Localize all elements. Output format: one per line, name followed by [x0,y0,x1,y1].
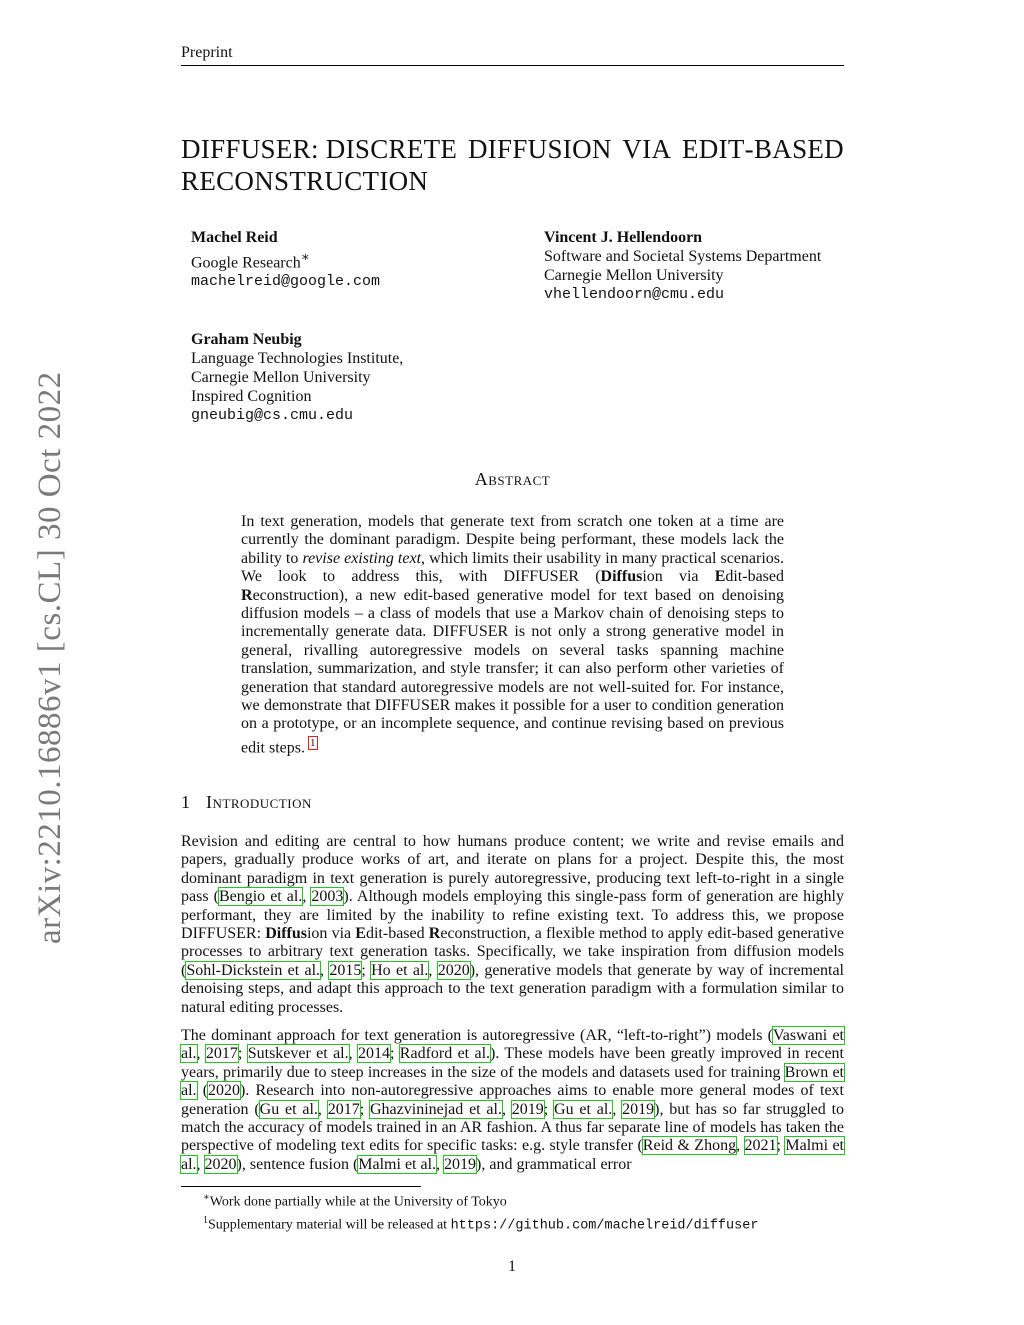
title-line-1: DIFFUSER: DISCRETE DIFFUSION VIA EDIT-BASED [181,134,844,164]
citation-link[interactable]: Vaswani et al. [181,1027,845,1063]
citation-link[interactable]: 2017 [205,1045,238,1063]
citation-link[interactable]: Gu et al. [259,1100,318,1118]
citation-link[interactable]: Malmi et al. [181,1137,845,1173]
abstract-heading: Abstract [474,469,551,489]
citation-link[interactable]: 2015 [329,961,362,979]
author-email: machelreid@google.com [191,273,381,291]
citation-link[interactable]: Reid & Zhong [642,1137,737,1155]
citation-link[interactable]: 2020 [208,1082,241,1100]
running-header: Preprint [181,44,233,61]
section-heading [181,792,312,813]
citation-link[interactable]: 2020 [204,1155,237,1173]
citation-link[interactable]: Brown et al. [181,1063,844,1100]
author-hellendoorn [544,228,821,304]
author-affiliation: Language Technologies Institute, [191,350,404,367]
footnote-rule [181,1186,421,1187]
citation-link[interactable]: 2017 [327,1100,360,1118]
github-link[interactable]: https://github.com/machelreid/diffuser [450,1218,759,1234]
author-affiliation: Carnegie Mellon University [544,267,724,284]
author-affiliation: Inspired Cognition [191,388,312,405]
citation-link[interactable]: Malmi et al. [358,1155,437,1173]
paper-title [181,133,844,197]
citation-link[interactable]: Sutskever et al. [247,1045,349,1063]
citation-link[interactable]: 2020 [437,961,470,979]
citation-link[interactable]: 2019 [444,1155,477,1173]
citation-link[interactable]: Radford et al. [399,1045,491,1063]
citation-link[interactable]: Bengio et al. [218,888,303,906]
section-number: 1 [181,792,190,812]
citation-link[interactable]: 2003 [311,888,344,906]
page-number: 1 [508,1258,516,1275]
footnote-link[interactable]: 1 [310,736,316,749]
citation-link[interactable]: Sohl-Dickstein et al. [186,961,321,979]
abstract-body: In text generation, models that generate text from scratch one token at a time are currently the dominant paradigm. Despite being performant, these models lack the ability to revise existing text, which limits their usability in many practical scenarios. We look to address this, with DIFFUSER (Diffusion via Edit-based Reconstruction), a new edit-based generative model for text based on denoising diffusion models – a class of models that use a Markov chain of denoising steps to incrementally generate data. DIFFUSER is not only a strong generative model in general, rivalling autoregressive models on several tasks spanning machine translation, summarization, and style transfer; it can also perform other varieties of generation that standard autoregressive models are not well-suited for. For instance, we demonstrate that DIFFUSER makes it possible for a user to condition generation on a prototype, or an incomplete sequence, and continue revising based on previous edit steps. $^1$ [241,513,785,757]
footnotes [181,1189,844,1235]
author-affiliation: Software and Societal Systems Department [544,248,822,265]
intro-paragraph-2: The dominant approach for text generation is autoregressive (AR, “left-to-right”) models (Vaswani et al., 2017; Sutskever et al., 2014; Radford et al.). These models have been greatly improved in recent years, primarily due to steep increases in the size of the models and datasets used for training Brown et al. (2020). Research into non-autoregressive approaches aims to enable more general modes of text generation (Gu et al., 2017; Ghazvininejad et al., 2019; Gu et al., 2019), but has so far struggled to match the accuracy of models trained in an AR fashion. A thus far separate line of models has taken the perspective of modeling text edits for specific tasks: e.g. style transfer (Reid & Zhong, 2021; Malmi et al., 2020), sentence fusion (Malmi et al., 2019), and grammatical error [181,1027,845,1173]
author-email: vhellendoorn@cmu.edu [544,286,725,303]
citation-link[interactable]: Ho et al. [371,961,429,979]
intro-paragraph-1: Revision and editing are central to how humans produce content; we write and revise emails and papers, gradually produce works of art, and iterate on plans for a project. Despite this, the most dominant paradigm in text generation is purely autoregressive, producing text left-to-right in a single pass (Bengio et al., 2003). Although models employing this single-pass form of generation are highly performant, they are limited by the inability to refine existing text. To address this, we propose DIFFUSER: Diffusion via Edit-based Reconstruction, a flexible method to apply edit-based generative processes to arbitrary text generation tasks. Specifically, we take inspiration from diffusion models (Sohl-Dickstein et al., 2015; Ho et al., 2020), generative models that generate by way of incremental denoising steps, and adapt this approach to the text generation paradigm with a formulation similar to natural editing processes. [181,833,844,1016]
citation-link[interactable]: Ghazvininejad et al. [369,1100,502,1118]
author-name: Graham Neubig [191,331,302,348]
section-title: Introduction [206,792,312,812]
author-affiliation: Google Research∗ [191,249,310,272]
citation-link[interactable]: Gu et al. [554,1100,613,1118]
citation-link[interactable]: 2019 [511,1100,544,1118]
footnote-2: $^1$Supplementary material will be released at https://github.com/machelreid/diffuser [203,1214,759,1234]
citation-link[interactable]: 2019 [622,1100,655,1118]
citation-link[interactable]: 2021 [744,1137,777,1155]
author-email: gneubig@cs.cmu.edu [191,407,354,424]
header-rule [181,65,844,66]
title-line-2: RECONSTRUCTION [181,166,429,196]
arxiv-identifier: arXiv:2210.16886v1 [cs.CL] 30 Oct 2022 [32,371,68,944]
footnote-1: ∗Work done partially while at the University of Tokyo [203,1192,507,1210]
citation-link[interactable]: 2014 [357,1045,390,1063]
author-reid [191,228,380,291]
author-neubig [191,330,403,425]
author-name: Vincent J. Hellendoorn [544,229,703,246]
author-name: Machel Reid [191,229,278,246]
author-affiliation: Carnegie Mellon University [191,369,371,386]
